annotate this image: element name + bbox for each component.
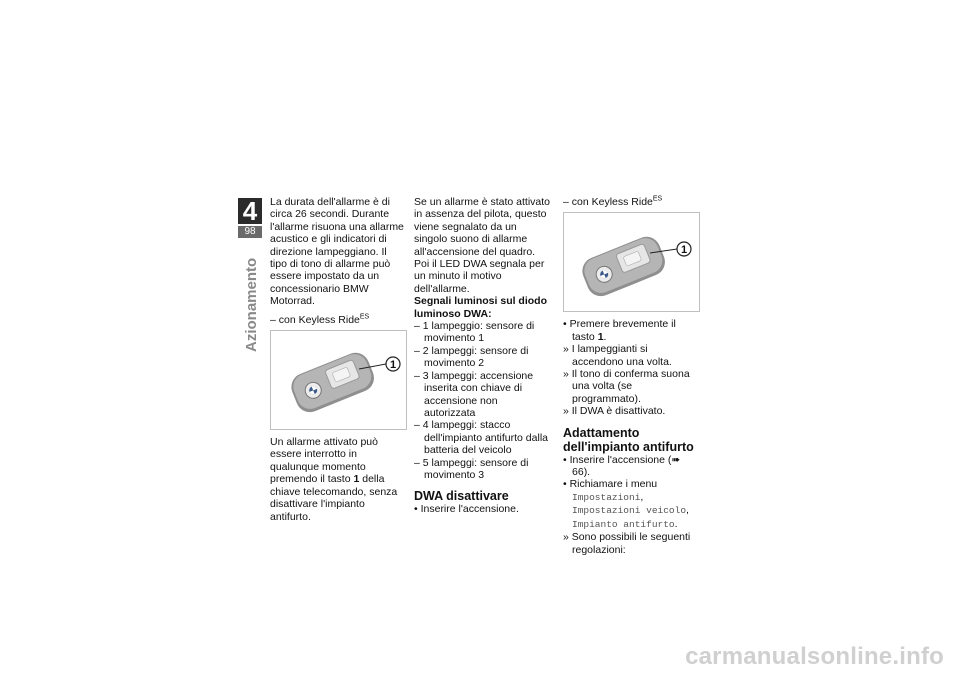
list-item: – 1 lampeggio: sensore di movimento 1 (414, 320, 535, 345)
alarm-duration-paragraph: La durata dell'allarme è di circa 26 secondi. Durante l'allarme risuona una allarme acustico e gli indicatori di direzione lampeggiano. Il tipo di tono di allarme può essere impostato da un concessionario BMW Motorrad. (270, 196, 404, 308)
key-fob-illustration (271, 331, 406, 429)
disable-step: • Inserire l'accensione. (414, 503, 519, 516)
key-fob-figure-2 (563, 212, 700, 312)
result-item: » Il tono di conferma suona una volta (se programmato). (563, 368, 690, 405)
key-fob-illustration-2 (564, 213, 699, 311)
list-item: – 2 lampeggi: sensore di movimento 2 (414, 344, 529, 370)
column-3 (563, 196, 700, 556)
chapter-number-tab: 4 (238, 198, 262, 224)
column-1 (270, 196, 405, 523)
adjust-result: » Sono possibili le seguenti regolazioni: (563, 531, 691, 556)
press-key-step: • Premere brevemente il tasto 1. (563, 318, 676, 343)
result-item: » I lampeggianti si accendono una volta. (563, 343, 672, 368)
figure-callout-1: 1 (389, 359, 397, 372)
page-ref-arrow-icon: ➠ (671, 453, 681, 466)
section-title: Azionamento (243, 257, 260, 352)
dwa-disable-heading: DWA disattivare (414, 489, 509, 504)
alarm-absence-paragraph: Se un allarme è stato attivato in assenza del pilota, questo viene segnalato da un singolo suono di allarme all'accensione del quadro. Poi il LED DWA segnala per un minuto il motivo dell'allarme. (414, 196, 550, 295)
adjust-step-1: • Inserire l'accensione (➠ 66). (563, 453, 681, 479)
figure-callout-1b: 1 (680, 244, 688, 257)
list-item: – 4 lampeggi: stacco dell'impianto antifurto dalla batteria del veicolo (414, 419, 548, 457)
key-fob-figure (270, 330, 407, 430)
result-item: » Il DWA è disattivato. (563, 405, 666, 418)
key-ref: 1 (353, 473, 360, 486)
keyless-condition: – con Keyless Ride$^{ES}$ (270, 313, 370, 326)
keyless-superscript: ES (359, 313, 370, 321)
list-item: – 5 lampeggi: sensore di movimento 3 (414, 456, 529, 481)
list-item: – 3 lampeggi: accensione inserita con chiave di accensione non autorizzata (414, 369, 534, 419)
keyless-condition-2: – con Keyless Ride$^{ES}$ (563, 195, 663, 208)
led-signals-heading: Segnali luminosi sul diodo luminoso DWA: (414, 295, 548, 320)
led-signals-list (414, 320, 550, 481)
watermark: carmanualsonline.info (685, 643, 944, 670)
adjust-step-2: • Richiamare i menu Impostazioni, Impostazioni veicolo, Impianto antifurto. (563, 478, 689, 530)
adjust-alarm-heading: Adattamento dell'impianto antifurto (563, 425, 694, 454)
page-number: 98 (238, 226, 262, 238)
interrupt-alarm-paragraph: Un allarme attivato può essere interrotto in qualunque momento premendo il tasto 1 della chiave telecomando, senza disattivare l'impianto antifurto. (270, 436, 398, 523)
column-2 (414, 196, 550, 516)
